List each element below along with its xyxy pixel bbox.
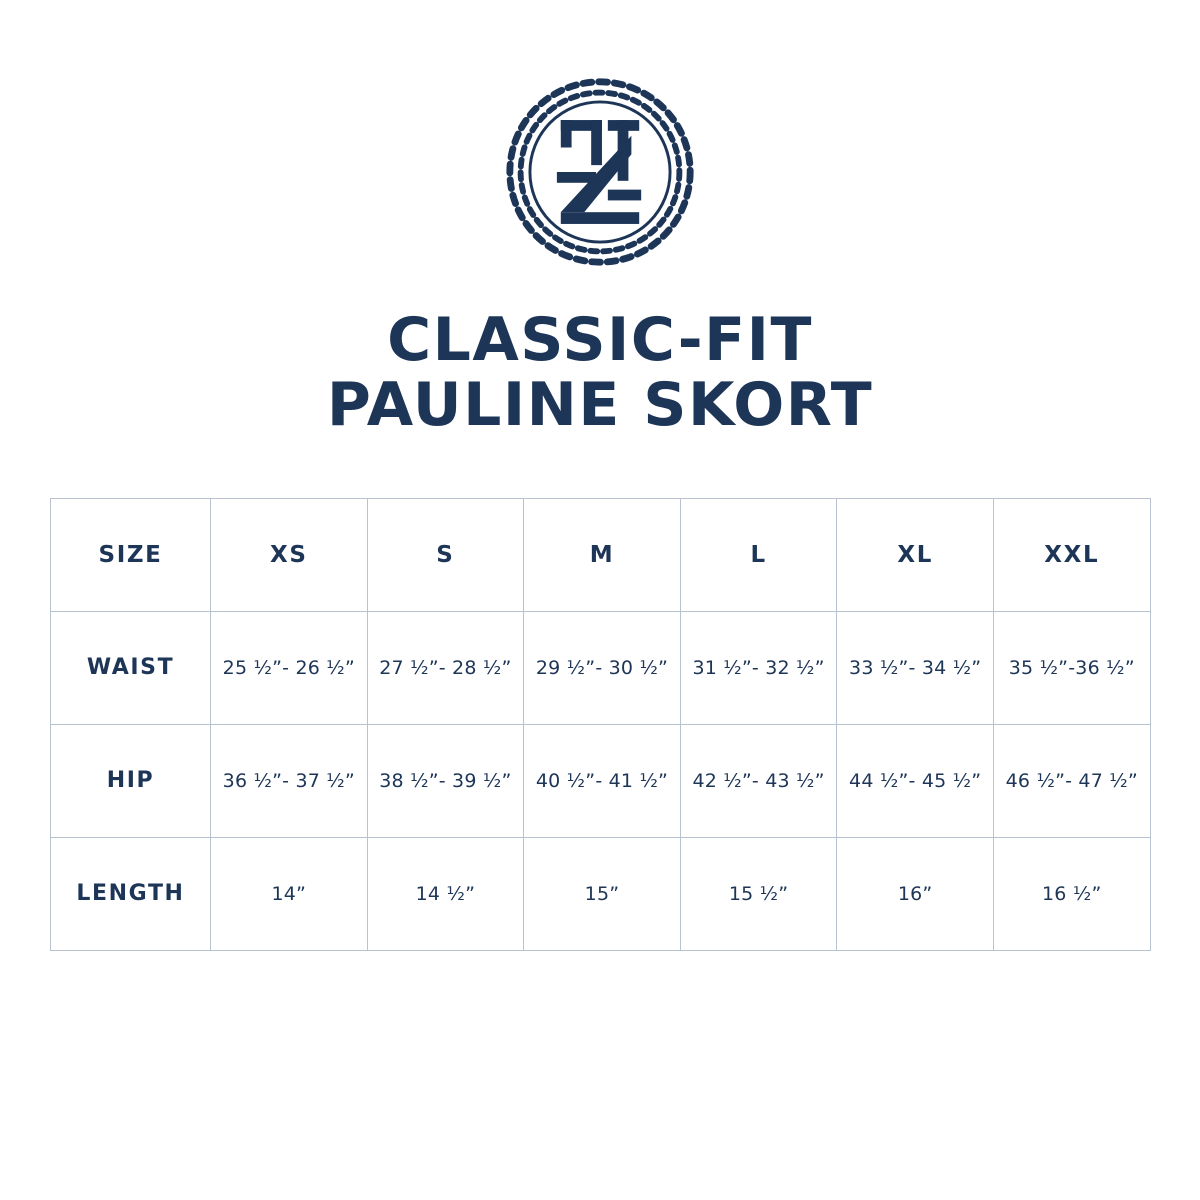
header-cell-xs: XS [211,498,368,611]
header-cell-size: SIZE [51,498,211,611]
length-l: 15 ½” [680,837,837,950]
izod-monogram-crest-icon [502,74,698,270]
row-label-waist: WAIST [51,611,211,724]
row-label-hip: HIP [51,724,211,837]
waist-xxl: 35 ½”-36 ½” [993,611,1150,724]
hip-xs: 36 ½”- 37 ½” [211,724,368,837]
waist-xs: 25 ½”- 26 ½” [211,611,368,724]
table-row [51,724,1151,837]
table-row [51,837,1151,950]
hip-xxl: 46 ½”- 47 ½” [993,724,1150,837]
length-s: 14 ½” [367,837,524,950]
table-row [51,611,1151,724]
size-chart-table [50,498,1151,951]
table-header-row [51,498,1151,611]
waist-l: 31 ½”- 32 ½” [680,611,837,724]
length-xl: 16” [837,837,994,950]
waist-m: 29 ½”- 30 ½” [524,611,681,724]
waist-s: 27 ½”- 28 ½” [367,611,524,724]
size-chart-table-wrap [50,498,1150,951]
hip-l: 42 ½”- 43 ½” [680,724,837,837]
header-cell-l: L [680,498,837,611]
hip-m: 40 ½”- 41 ½” [524,724,681,837]
title-line-2: PAULINE SKORT [326,369,874,440]
title-line-1: CLASSIC-FIT [387,305,813,375]
length-m: 15” [524,837,681,950]
hip-xl: 44 ½”- 45 ½” [837,724,994,837]
row-label-length: LENGTH [51,837,211,950]
header-cell-xxl: XXL [993,498,1150,611]
header-cell-xl: XL [837,498,994,611]
length-xxl: 16 ½” [993,837,1150,950]
length-xs: 14” [211,837,368,950]
brand-logo [500,72,700,272]
waist-xl: 33 ½”- 34 ½” [837,611,994,724]
page-title [326,305,874,440]
header-cell-s: S [367,498,524,611]
header-cell-m: M [524,498,681,611]
hip-s: 38 ½”- 39 ½” [367,724,524,837]
